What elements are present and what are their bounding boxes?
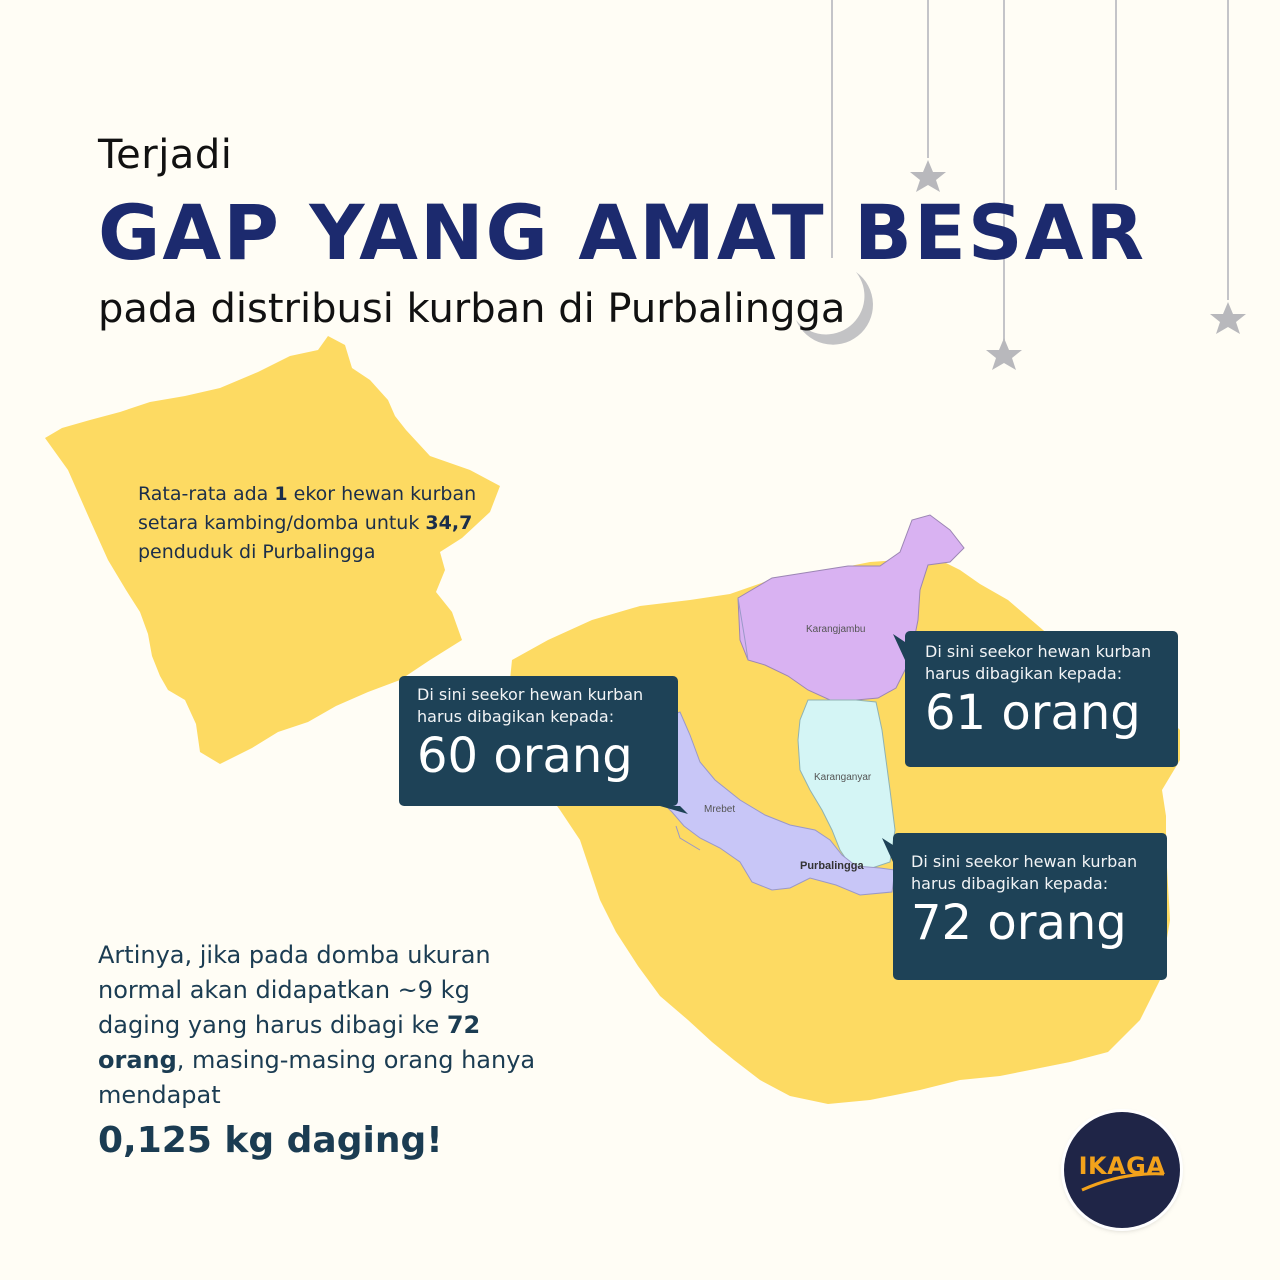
map-label-purbalingga: Purbalingga <box>800 860 864 872</box>
callout-karangjambu <box>905 631 1178 767</box>
conclusion-text <box>98 938 538 1113</box>
sub-title: pada distribusi kurban di Purbalingga <box>98 286 846 332</box>
average-note-part2: ekor hewan kurban setara kambing/domba untuk <box>138 483 477 534</box>
conclusion-emphasis: 72 orang <box>98 1011 481 1074</box>
conclusion-part2: , masing-masing orang hanya mendapat <box>98 1046 536 1109</box>
ikaga-logo-icon <box>1064 1112 1180 1228</box>
callout-karangjambu-label: Di sini seekor hewan kurban harus dibagikan kepada: <box>925 642 1152 683</box>
average-note-part1: Rata-rata ada <box>138 483 275 505</box>
average-note-part3: penduduk di Purbalingga <box>138 541 376 563</box>
callout-mrebet-label: Di sini seekor hewan kurban harus dibagikan kepada: <box>417 685 644 726</box>
callout-purbalingga-value: 72 orang <box>911 895 1127 951</box>
callout-purbalingga <box>893 833 1167 980</box>
map-label-karangjambu: Karangjambu <box>806 624 866 635</box>
callout-purbalingga-label: Di sini seekor hewan kurban harus dibagikan kepada: <box>911 852 1138 893</box>
conclusion-result: 0,125 kg daging! <box>98 1120 443 1161</box>
logo-swoosh-icon <box>1064 1112 1180 1228</box>
main-title: GAP YANG AMAT BESAR <box>98 188 1146 277</box>
logo-text: IKAGA <box>1078 1152 1166 1180</box>
callout-mrebet-value: 60 orang <box>417 728 633 784</box>
average-note-ratio: 34,7 <box>425 512 473 534</box>
map-label-mrebet: Mrebet <box>704 804 736 815</box>
map-label-karanganyar: Karanganyar <box>814 772 872 783</box>
conclusion-part1: Artinya, jika pada domba ukuran normal akan didapatkan ~9 kg daging yang harus dibagi ke <box>98 941 491 1039</box>
average-note <box>138 480 478 567</box>
callout-mrebet <box>399 676 678 806</box>
average-note-count: 1 <box>274 483 288 505</box>
pre-title: Terjadi <box>98 132 233 178</box>
callout-karangjambu-value: 61 orang <box>925 685 1141 741</box>
